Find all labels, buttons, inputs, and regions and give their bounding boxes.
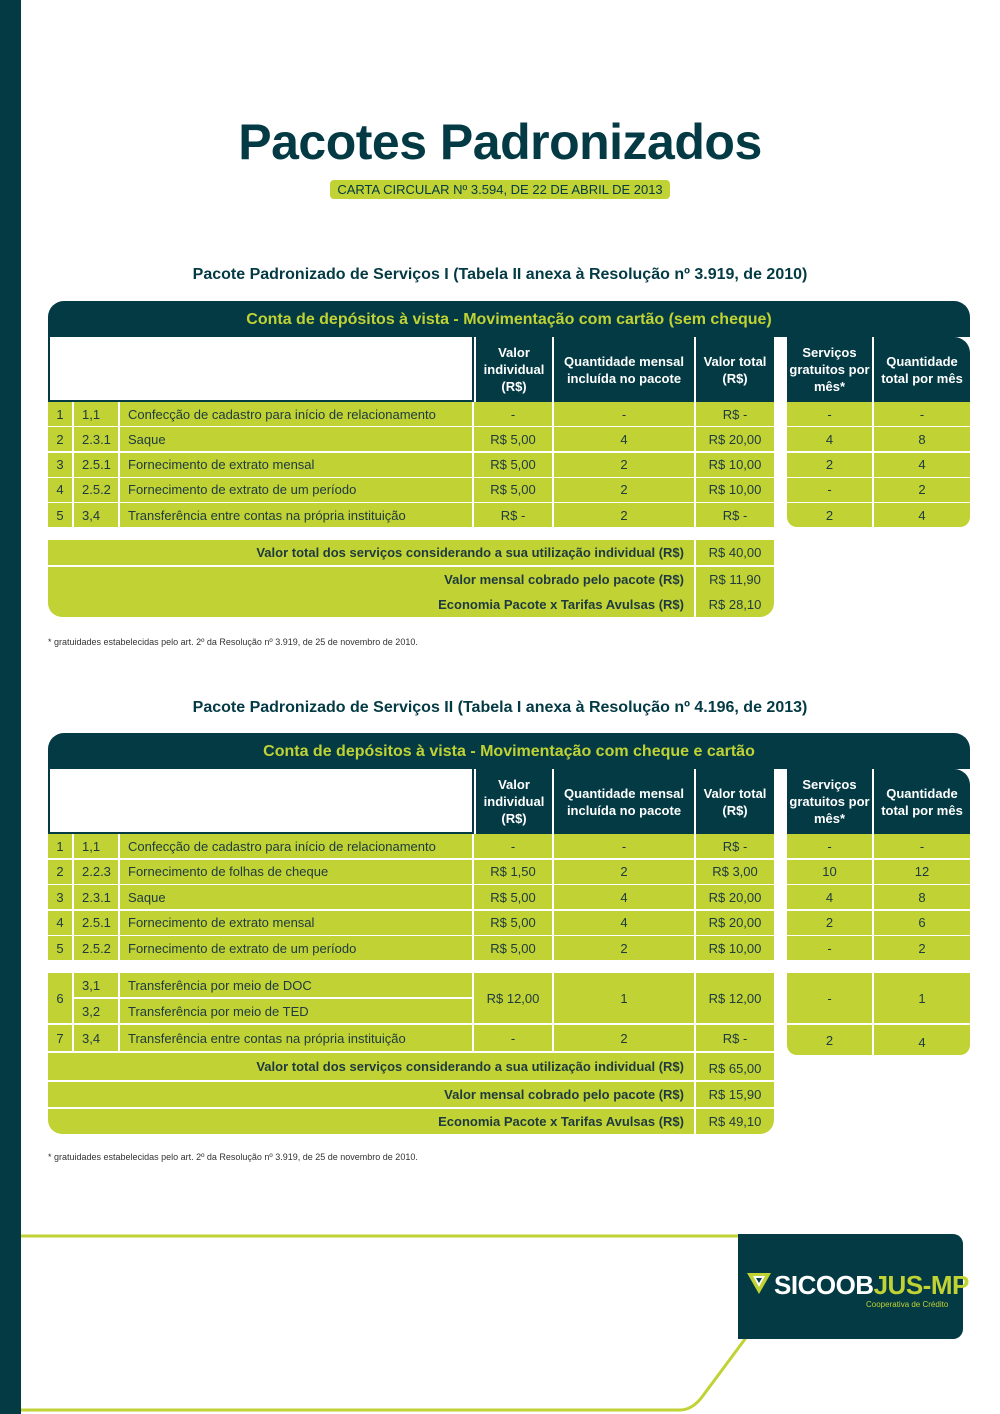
header-qtd-mensal: Quantidade mensal incluída no pacote: [554, 337, 694, 402]
row-description: Fornecimento de extrato de um período: [120, 478, 472, 502]
row-description: Transferência entre contas na própria instituição: [120, 1025, 472, 1051]
row-qtd-total: 2: [874, 478, 970, 502]
total-label: Valor mensal cobrado pelo pacote (R$): [48, 567, 694, 592]
total-row: [48, 540, 774, 565]
table1-header: [48, 337, 970, 402]
total-label: Valor mensal cobrado pelo pacote (R$): [48, 1082, 694, 1107]
row-valor-individual: R$ -: [474, 503, 552, 527]
row-code: 3,4: [74, 1025, 118, 1051]
total-value: R$ 40,00: [696, 540, 774, 565]
row-qtd-total: -: [874, 834, 970, 858]
header-servicos-gratuitos: Serviços gratuitos por mês*: [787, 769, 872, 834]
row-valor-individual: -: [474, 1025, 552, 1051]
sicoob-icon: [746, 1270, 772, 1296]
footnote: * gratuidades estabelecidas pelo art. 2º da Resolução nº 3.919, de 25 de novembro de 2010.: [48, 637, 418, 647]
row-description: Transferência entre contas na própria instituição: [120, 503, 472, 527]
header-valor-total: Valor total (R$): [696, 337, 774, 402]
row-qtd-mensal: 2: [554, 478, 694, 502]
total-label: Valor total dos serviços considerando a sua utilização individual (R$): [48, 1053, 694, 1080]
table-row: [48, 1025, 970, 1051]
row-qtd-mensal: 1: [554, 973, 694, 1023]
header-blank: [48, 337, 474, 402]
row-valor-total: R$ 20,00: [696, 911, 774, 935]
row-servicos-gratuitos: 2: [787, 1025, 872, 1055]
row-qtd-mensal: 4: [554, 911, 694, 935]
row-code: 3,4: [74, 503, 118, 527]
row-valor-individual: R$ 1,50: [474, 860, 552, 884]
brand-name: [774, 1270, 969, 1301]
row-number: 5: [48, 503, 72, 527]
row-valor-total: R$ 12,00: [696, 973, 774, 1023]
row-number: 1: [48, 402, 72, 426]
table2-heading: Pacote Padronizado de Serviços II (Tabela I anexa à Resolução nº 4.196, de 2013): [192, 699, 808, 716]
table-row: [48, 885, 970, 909]
row-qtd-mensal: 2: [554, 503, 694, 527]
row-number: 6: [48, 973, 72, 1023]
row-qtd-total: 4: [874, 503, 970, 527]
header-qtd-total: Quantidade total por mês: [874, 769, 970, 834]
row-valor-total: R$ 20,00: [696, 885, 774, 909]
row-number: 3: [48, 885, 72, 909]
table-row: [48, 453, 970, 477]
table2: [48, 733, 970, 1134]
row-servicos-gratuitos: 2: [787, 453, 872, 477]
total-row: [48, 1082, 774, 1107]
row-valor-individual: R$ 5,00: [474, 936, 552, 960]
row-qtd-mensal: -: [554, 834, 694, 858]
row-number: 1: [48, 834, 72, 858]
row-valor-individual: R$ 5,00: [474, 885, 552, 909]
row-servicos-gratuitos: 2: [787, 911, 872, 935]
header-valor-total: Valor total (R$): [696, 769, 774, 834]
row-qtd-total: 4: [874, 1025, 970, 1055]
row-number: 2: [48, 427, 72, 451]
table-row: [48, 503, 970, 527]
row-description: Fornecimento de extrato de um período: [120, 936, 472, 960]
row-valor-individual: R$ 5,00: [474, 427, 552, 451]
row-valor-total: R$ 10,00: [696, 936, 774, 960]
row-valor-individual: -: [474, 834, 552, 858]
header-servicos-gratuitos: Serviços gratuitos por mês*: [787, 337, 872, 402]
row-valor-total: R$ -: [696, 834, 774, 858]
row-description: Transferência por meio de TED: [120, 999, 472, 1023]
row-qtd-mensal: -: [554, 402, 694, 426]
row-valor-total: R$ 3,00: [696, 860, 774, 884]
row-valor-individual: R$ 5,00: [474, 453, 552, 477]
row-servicos-gratuitos: -: [787, 936, 872, 960]
row-qtd-mensal: 2: [554, 860, 694, 884]
footnote: * gratuidades estabelecidas pelo art. 2º da Resolução nº 3.919, de 25 de novembro de 2010.: [48, 1152, 418, 1162]
row-code: 1,1: [74, 834, 118, 858]
row-qtd-total: 4: [874, 453, 970, 477]
row-description: Confecção de cadastro para início de relacionamento: [120, 834, 472, 858]
total-value: R$ 15,90: [696, 1082, 774, 1107]
row-code: 3,2: [74, 999, 118, 1023]
row-valor-total: R$ 20,00: [696, 427, 774, 451]
row-valor-total: R$ 10,00: [696, 478, 774, 502]
row-qtd-total: 2: [874, 936, 970, 960]
row-code: 2.5.2: [74, 936, 118, 960]
row-description: Transferência por meio de DOC: [120, 973, 472, 997]
row-number: 5: [48, 936, 72, 960]
row-code: 2.5.1: [74, 453, 118, 477]
row-code: 2.5.1: [74, 911, 118, 935]
row-qtd-total: 8: [874, 427, 970, 451]
row-servicos-gratuitos: 4: [787, 885, 872, 909]
table-row: [48, 936, 970, 960]
row-description: Confecção de cadastro para início de relacionamento: [120, 402, 472, 426]
row-valor-total: R$ -: [696, 402, 774, 426]
total-row: [48, 592, 774, 617]
total-row: [48, 1053, 774, 1080]
header-valor-individual: Valor individual (R$): [476, 337, 552, 402]
row-qtd-total: 8: [874, 885, 970, 909]
table1-heading: Pacote Padronizado de Serviços I (Tabela II anexa à Resolução nº 3.919, de 2010): [192, 266, 808, 283]
row-valor-individual: R$ 12,00: [474, 973, 552, 1023]
header-valor-individual: Valor individual (R$): [476, 769, 552, 834]
total-row: [48, 1109, 774, 1134]
row-description: Fornecimento de extrato mensal: [120, 911, 472, 935]
table-row: [48, 911, 970, 935]
row-servicos-gratuitos: 10: [787, 860, 872, 884]
row-valor-individual: R$ 5,00: [474, 911, 552, 935]
table2-banner: Conta de depósitos à vista - Movimentação com cheque e cartão: [48, 733, 970, 769]
subtitle-badge: CARTA CIRCULAR Nº 3.594, DE 22 DE ABRIL DE 2013: [330, 180, 669, 199]
brand-logo: [738, 1234, 969, 1339]
row-servicos-gratuitos: -: [787, 402, 872, 426]
table1-banner: Conta de depósitos à vista - Movimentação com cartão (sem cheque): [48, 301, 970, 337]
row-description: Fornecimento de folhas de cheque: [120, 860, 472, 884]
page-title: Pacotes Padronizados: [238, 114, 762, 170]
table-row: [48, 427, 970, 451]
row-valor-total: R$ -: [696, 1025, 774, 1051]
row-servicos-gratuitos: 2: [787, 503, 872, 527]
total-value: R$ 49,10: [696, 1109, 774, 1134]
total-row: [48, 567, 774, 592]
table2-header: [48, 769, 970, 834]
brand-name-main: SICOOB: [774, 1270, 874, 1300]
table-row: [48, 834, 970, 858]
row-description: Fornecimento de extrato mensal: [120, 453, 472, 477]
subtitle-wrap: [0, 180, 1000, 199]
total-value: R$ 11,90: [696, 567, 774, 592]
row-code: 3,1: [74, 973, 118, 997]
row-qtd-mensal: 2: [554, 936, 694, 960]
row-servicos-gratuitos: -: [787, 834, 872, 858]
row-qtd-mensal: 2: [554, 1025, 694, 1051]
table-row: [48, 402, 970, 426]
row-qtd-mensal: 2: [554, 453, 694, 477]
table-row: [48, 478, 970, 502]
brand-tagline: Cooperativa de Crédito: [866, 1300, 949, 1309]
row-number: 3: [48, 453, 72, 477]
row-code: 2.3.1: [74, 427, 118, 451]
row-code: 1,1: [74, 402, 118, 426]
header-qtd-mensal: Quantidade mensal incluída no pacote: [554, 769, 694, 834]
total-label: Valor total dos serviços considerando a sua utilização individual (R$): [48, 540, 694, 565]
row-valor-individual: R$ 5,00: [474, 478, 552, 502]
row-number: 4: [48, 478, 72, 502]
total-label: Economia Pacote x Tarifas Avulsas (R$): [48, 1109, 694, 1134]
row-qtd-total: 6: [874, 911, 970, 935]
row-code: 2.3.1: [74, 885, 118, 909]
row-number: 4: [48, 911, 72, 935]
row-servicos-gratuitos: -: [787, 478, 872, 502]
row-qtd-total: -: [874, 402, 970, 426]
row-qtd-mensal: 4: [554, 885, 694, 909]
table-row-merged: [48, 973, 970, 1023]
row-qtd-total: 12: [874, 860, 970, 884]
row-servicos-gratuitos: 4: [787, 427, 872, 451]
table-row: [48, 860, 970, 884]
row-servicos-gratuitos: -: [787, 973, 872, 1023]
header-qtd-total: Quantidade total por mês: [874, 337, 970, 402]
row-code: 2.2.3: [74, 860, 118, 884]
row-number: 7: [48, 1025, 72, 1051]
brand-name-accent: JUS-MP: [873, 1270, 969, 1300]
total-label: Economia Pacote x Tarifas Avulsas (R$): [48, 592, 694, 617]
table1: [48, 301, 970, 618]
total-value: R$ 28,10: [696, 592, 774, 617]
row-qtd-total: 1: [874, 973, 970, 1023]
row-qtd-mensal: 4: [554, 427, 694, 451]
row-description: Saque: [120, 885, 472, 909]
row-valor-total: R$ 10,00: [696, 453, 774, 477]
table1-body: [48, 402, 970, 618]
total-value: R$ 65,00: [696, 1053, 774, 1080]
row-valor-total: R$ -: [696, 503, 774, 527]
row-code: 2.5.2: [74, 478, 118, 502]
header-blank: [48, 769, 474, 834]
row-number: 2: [48, 860, 72, 884]
row-valor-individual: -: [474, 402, 552, 426]
row-description: Saque: [120, 427, 472, 451]
table2-body: [48, 834, 970, 1134]
